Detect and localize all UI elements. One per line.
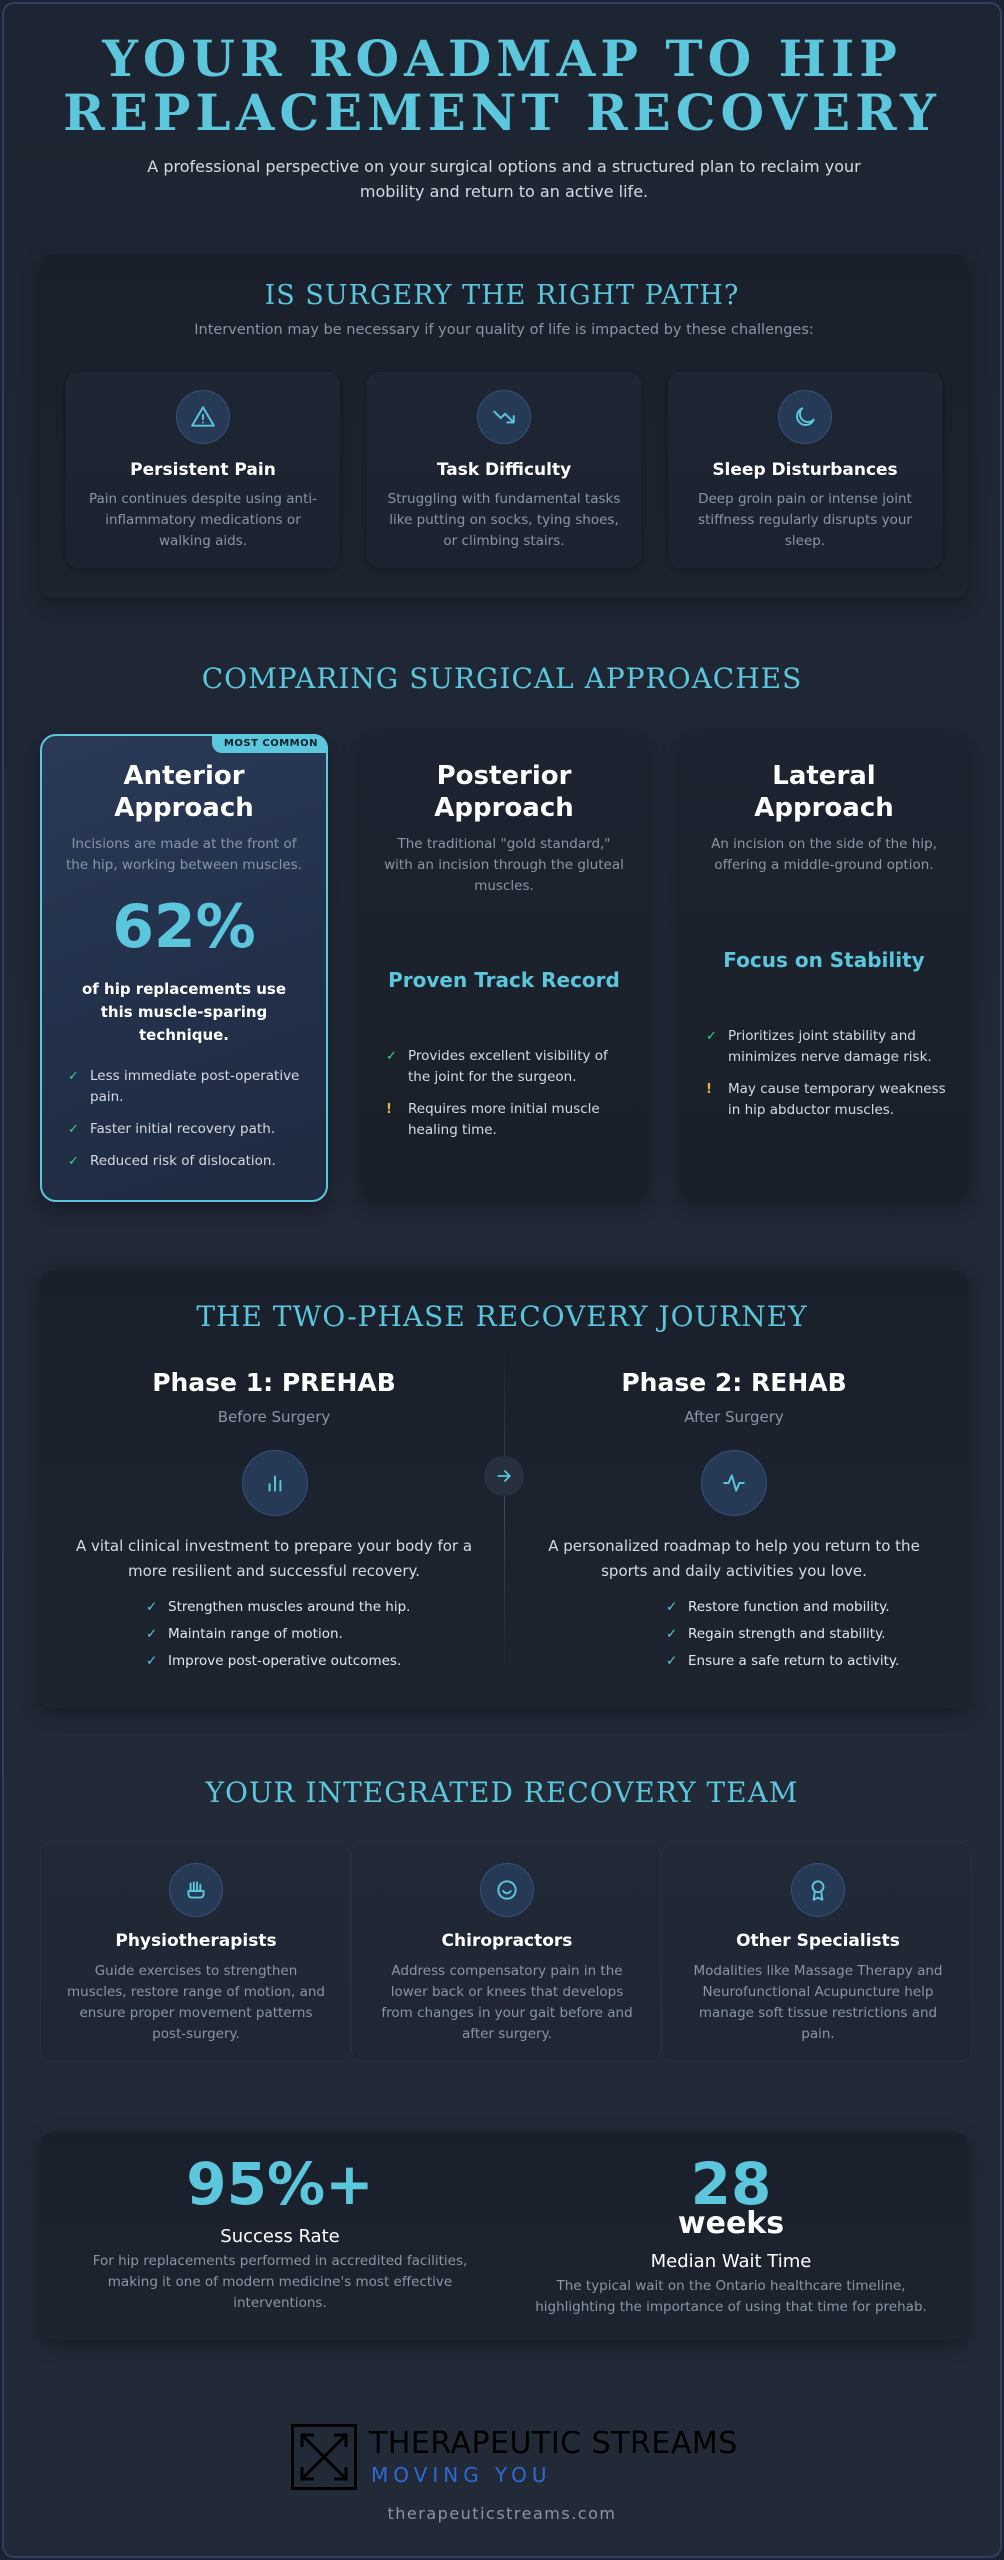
stat-caption: of hip replacements use this muscle-sparing technique.: [81, 980, 287, 1044]
brand-logo-icon: [291, 2424, 357, 2490]
approach-title-line-1: Posterior: [436, 761, 572, 791]
list-item: [386, 1046, 628, 1088]
anterior-approach-card: [40, 734, 328, 1202]
success-rate-desc: For hip replacements performed in accredited facilities, making it one of modern medicine's most effective interventions.: [92, 2253, 468, 2311]
approach-title-line-2: Approach: [114, 793, 254, 823]
phase2-desc: A personalized roadmap to help you return to the sports and daily activities you love.: [548, 1537, 920, 1580]
lateral-approach-card: [680, 734, 968, 1200]
phase2-subtitle: After Surgery: [684, 1408, 784, 1426]
page-title-line-1: YOUR ROADMAP TO HIP: [102, 29, 902, 88]
success-rate-value: 95%+: [186, 2150, 374, 2218]
website-link[interactable]: therapeuticstreams.com: [387, 2504, 617, 2523]
list-item-text: Prioritizes joint stability and minimizes nerve damage risk.: [728, 1028, 932, 1065]
brand-name: THERAPEUTIC STREAMS: [369, 2426, 738, 2461]
list-item-text: Less immediate post-operative pain.: [90, 1068, 300, 1105]
list-item-text: Strengthen muscles around the hip.: [168, 1599, 411, 1615]
team-card-chiropractors: [351, 1842, 661, 2062]
list-item: [146, 1652, 410, 1670]
team-member-title: Physiotherapists: [115, 1931, 277, 1951]
wait-time-label: Median Wait Time: [650, 2251, 812, 2272]
challenge-title: Sleep Disturbances: [712, 460, 898, 480]
journey-title: THE TWO-PHASE RECOVERY JOURNEY: [196, 1300, 808, 1333]
wait-time-unit: weeks: [677, 2206, 785, 2241]
phase1-title: Phase 1: PREHAB: [152, 1368, 396, 1397]
team-title: YOUR INTEGRATED RECOVERY TEAM: [205, 1776, 799, 1809]
posterior-points-list: [386, 1046, 628, 1152]
list-item-text: Improve post-operative outcomes.: [168, 1653, 402, 1669]
wait-time-desc: The typical wait on the Ontario healthcare timeline, highlighting the importance of using that time for prehab.: [535, 2278, 927, 2315]
approach-desc: An incision on the side of the hip, offering a middle-ground option.: [711, 836, 937, 873]
check-icon: ✓: [706, 1029, 717, 1044]
team-card-physiotherapists: [40, 1842, 350, 2062]
smile-icon: [480, 1863, 534, 1917]
list-item: [666, 1625, 899, 1643]
challenge-card-pain: [66, 372, 340, 568]
warning-icon: !: [386, 1102, 392, 1117]
team-member-desc: Guide exercises to strengthen muscles, restore range of motion, and ensure proper movement patterns post-surgery.: [67, 1963, 325, 2042]
award-icon: [791, 1863, 845, 1917]
team-member-desc: Modalities like Massage Therapy and Neurofunctional Acupuncture help manage soft tissue restrictions and pain.: [693, 1963, 943, 2042]
team-card-other-specialists: [662, 1842, 972, 2062]
list-item: [706, 1079, 948, 1121]
check-icon: ✓: [68, 1154, 79, 1169]
list-item-text: Maintain range of motion.: [168, 1626, 343, 1642]
list-item: [666, 1652, 899, 1670]
infographic-page: [2, 2, 1002, 2558]
surgery-title: IS SURGERY THE RIGHT PATH?: [264, 280, 740, 311]
anterior-benefits-list: [68, 1066, 306, 1183]
challenge-desc: Deep groin pain or intense joint stiffness regularly disrupts your sleep.: [698, 491, 912, 549]
success-rate-label: Success Rate: [220, 2226, 340, 2247]
trend-down-icon: [477, 390, 531, 444]
phase1-desc: A vital clinical investment to prepare your body for a more resilient and successful recovery.: [75, 1537, 473, 1580]
approach-title-line-1: Lateral: [772, 761, 876, 791]
approach-title-line-2: Approach: [754, 793, 894, 823]
challenge-desc: Struggling with fundamental tasks like putting on socks, tying shoes, or climbing stairs.: [387, 491, 621, 549]
list-item: [706, 1026, 948, 1068]
wait-time-value: 28: [690, 2150, 772, 2218]
check-icon: ✓: [146, 1653, 158, 1669]
moon-icon: [778, 390, 832, 444]
list-item: [666, 1598, 899, 1616]
check-icon: ✓: [666, 1653, 678, 1669]
surgery-subtitle: Intervention may be necessary if your quality of life is impacted by these challenges:: [194, 322, 814, 338]
check-icon: ✓: [666, 1599, 678, 1615]
check-icon: ✓: [146, 1599, 158, 1615]
list-item-text: Reduced risk of dislocation.: [90, 1153, 276, 1169]
challenge-card-tasks: [367, 372, 641, 568]
check-icon: ✓: [146, 1626, 158, 1642]
list-item: [146, 1598, 410, 1616]
challenge-title: Persistent Pain: [130, 460, 276, 480]
challenge-title: Task Difficulty: [436, 460, 572, 480]
posterior-approach-card: [360, 734, 648, 1200]
list-item: [146, 1625, 410, 1643]
phase2-goals-list: [666, 1598, 899, 1679]
phase-divider: [504, 1344, 505, 1674]
anterior-share-stat: 62%: [112, 892, 256, 962]
page-title-line-2: REPLACEMENT RECOVERY: [63, 83, 941, 142]
approach-highlight: Proven Track Record: [388, 968, 620, 992]
hand-icon: [169, 1863, 223, 1917]
check-icon: ✓: [68, 1122, 79, 1137]
activity-pulse-icon: [701, 1450, 767, 1516]
list-item-text: Provides excellent visibility of the joint for the surgeon.: [408, 1048, 608, 1085]
phase2-title: Phase 2: REHAB: [621, 1368, 847, 1397]
approach-title: [360, 760, 648, 824]
check-icon: ✓: [68, 1069, 79, 1084]
approach-title-line-2: Approach: [434, 793, 574, 823]
list-item-text: Requires more initial muscle healing time.: [408, 1101, 600, 1138]
list-item: [68, 1119, 306, 1140]
team-member-title: Chiropractors: [441, 1931, 573, 1951]
list-item: [68, 1151, 306, 1172]
list-item: [386, 1099, 628, 1141]
bar-chart-icon: [242, 1450, 308, 1516]
most-common-badge: MOST COMMON: [212, 734, 328, 753]
approach-desc: Incisions are made at the front of the hip, working between muscles.: [66, 836, 302, 873]
approach-desc: The traditional "gold standard," with an incision through the gluteal muscles.: [384, 836, 624, 894]
approach-title: [680, 760, 968, 824]
challenge-card-sleep: [668, 372, 942, 568]
warning-triangle-icon: [176, 390, 230, 444]
phase1-subtitle: Before Surgery: [217, 1408, 331, 1426]
list-item-text: May cause temporary weakness in hip abductor muscles.: [728, 1081, 946, 1118]
lateral-points-list: [706, 1026, 948, 1132]
approach-highlight: Focus on Stability: [723, 948, 925, 972]
warning-icon: !: [706, 1082, 712, 1097]
check-icon: ✓: [666, 1626, 678, 1642]
phase1-goals-list: [146, 1598, 410, 1679]
challenge-desc: Pain continues despite using anti-inflammatory medications or walking aids.: [88, 491, 318, 549]
check-icon: ✓: [386, 1049, 397, 1064]
list-item-text: Ensure a safe return to activity.: [688, 1653, 900, 1669]
approach-title-line-1: Anterior: [123, 761, 245, 791]
approaches-title: COMPARING SURGICAL APPROACHES: [201, 662, 803, 695]
brand-tagline: MOVING YOU: [371, 2463, 552, 2487]
page-subtitle: A professional perspective on your surgical options and a structured plan to reclaim your mobility and return to an active life.: [147, 157, 861, 201]
list-item: [68, 1066, 306, 1108]
list-item-text: Faster initial recovery path.: [90, 1121, 276, 1137]
approach-title: [42, 760, 326, 824]
list-item-text: Restore function and mobility.: [688, 1599, 890, 1615]
arrow-right-icon: [484, 1456, 524, 1496]
list-item-text: Regain strength and stability.: [688, 1626, 886, 1642]
team-member-desc: Address compensatory pain in the lower back or knees that develops from changes in your gait before and after surgery.: [381, 1963, 633, 2042]
page-title: [4, 29, 1000, 142]
team-member-title: Other Specialists: [736, 1931, 900, 1951]
